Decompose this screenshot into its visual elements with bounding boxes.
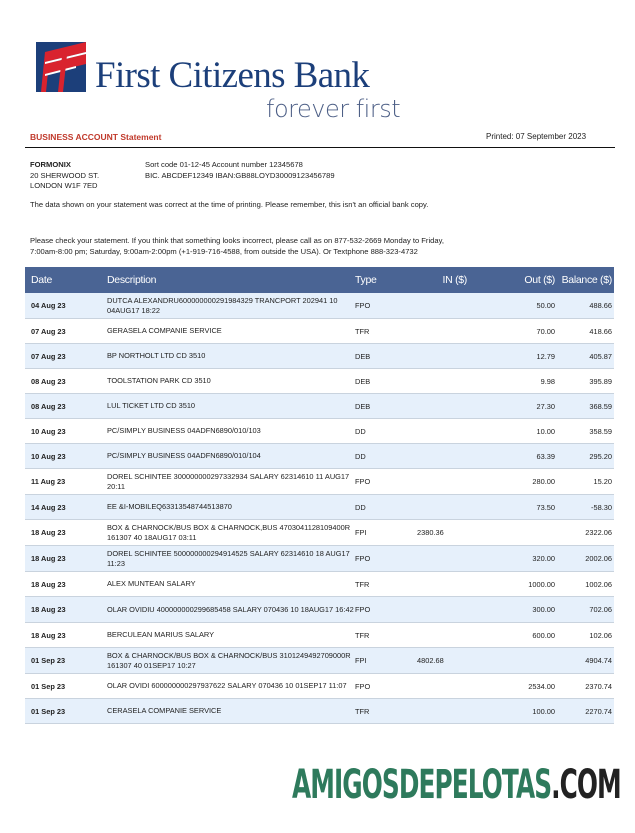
cell-description: EE &I-MOBILEQ63313548744513870 xyxy=(107,502,232,511)
table-row xyxy=(25,572,614,597)
cell-type: FPI xyxy=(355,528,367,537)
table-row xyxy=(25,394,614,419)
cell-type: DEB xyxy=(355,401,371,411)
header-balance: Balance ($) xyxy=(561,274,612,286)
cell-description: BOX & CHARNOCK/BUS BOX & CHARNOCK/BUS 3101249492709000R 161307 40 01SEP17 10:27 xyxy=(107,650,351,670)
customer-address-line2: LONDON W1F 7ED xyxy=(30,181,98,191)
cell-date: 18 Aug 23 xyxy=(31,528,66,537)
cell-description: OLAR OVIDI 600000000297937622 SALARY 070436 10 01SEP17 11:07 xyxy=(107,681,347,690)
cell-date: 18 Aug 23 xyxy=(31,605,66,614)
cell-description: OLAR OVIDIU 400000000299685458 SALARY 070436 10 18AUG17 16:42 xyxy=(107,604,354,614)
cell-balance: 2322.06 xyxy=(585,528,612,537)
cell-out: 70.00 xyxy=(536,326,555,336)
cell-description: ALEX MUNTEAN SALARY xyxy=(107,579,196,588)
table-row xyxy=(25,520,614,546)
table-row xyxy=(25,469,614,495)
contact-note: Please check your statement. If you think that something looks incorrect, please call as on 877-532-2669 Monday to Friday, 7:00am-8:00 pm; Saturday, 9:00am-2:00pm (+1-919-716-4588, from outside the USA). Or Textphone 888-323-4732 xyxy=(30,236,444,256)
bank-tagline: forever first xyxy=(266,95,401,123)
bank-flag-icon xyxy=(36,42,86,92)
cell-balance: 405.87 xyxy=(589,351,612,361)
cell-date: 18 Aug 23 xyxy=(31,554,66,563)
table-row xyxy=(25,623,614,648)
cell-date: 01 Sep 23 xyxy=(31,681,66,691)
cell-out: 12.79 xyxy=(536,351,555,361)
cell-description: BERCULEAN MARIUS SALARY xyxy=(107,630,215,639)
cell-out: 300.00 xyxy=(532,605,555,614)
account-bic-iban: BIC. ABCDEF12349 IBAN:GB88LOYD30009123456789 xyxy=(145,170,335,180)
watermark xyxy=(292,762,621,808)
account-block xyxy=(145,160,335,181)
cell-date: 01 Sep 23 xyxy=(31,656,66,665)
cell-date: 18 Aug 23 xyxy=(31,630,66,640)
bank-logo xyxy=(36,41,416,123)
cell-balance: 702.06 xyxy=(589,605,612,614)
cell-out: 9.98 xyxy=(540,376,555,386)
cell-type: FPO xyxy=(355,477,371,486)
cell-type: TFR xyxy=(355,630,370,640)
table-row xyxy=(25,699,614,724)
cell-out: 600.00 xyxy=(532,630,555,640)
cell-type: DEB xyxy=(355,376,371,386)
table-row xyxy=(25,546,614,572)
transactions-table xyxy=(25,267,614,724)
cell-description: DOREL SCHINTEE 500000000294914525 SALARY 62314610 18 AUG17 11:23 xyxy=(107,548,350,568)
header-out: Out ($) xyxy=(524,274,555,286)
table-row xyxy=(25,648,614,674)
cell-balance: 2370.74 xyxy=(585,681,612,691)
cell-balance: 15.20 xyxy=(593,477,612,486)
table-row xyxy=(25,444,614,469)
cell-date: 04 Aug 23 xyxy=(31,301,66,310)
cell-date: 14 Aug 23 xyxy=(31,502,66,512)
cell-balance: 488.66 xyxy=(589,301,612,310)
cell-description: LUL TICKET LTD CD 3510 xyxy=(107,401,196,410)
cell-description: DUTCA ALEXANDRU600000000291984329 TRANCPORT 202941 10 04AUG17 18:22 xyxy=(107,295,338,315)
cell-description: DOREL SCHINTEE 300000000297332934 SALARY 62314610 11 AUG17 20:11 xyxy=(107,471,350,491)
watermark-suffix: .COM xyxy=(551,762,621,808)
cell-balance: -58.30 xyxy=(591,502,612,512)
cell-type: TFR xyxy=(355,579,370,589)
cell-out: 10.00 xyxy=(536,426,555,436)
cell-date: 08 Aug 23 xyxy=(31,401,66,411)
cell-balance: 102.06 xyxy=(589,630,612,640)
cell-date: 10 Aug 23 xyxy=(31,426,66,436)
cell-balance: 1002.06 xyxy=(585,579,612,589)
header-description: Description xyxy=(107,274,157,286)
cell-type: DD xyxy=(355,426,366,436)
table-row xyxy=(25,419,614,444)
cell-balance: 395.89 xyxy=(589,376,612,386)
table-row xyxy=(25,344,614,369)
customer-name: FORMONIX xyxy=(30,160,71,169)
accuracy-note: The data shown on your statement was correct at the time of printing. Please remember, this isn't an official bank copy. xyxy=(30,200,429,209)
cell-description: GERASELA COMPANIE SERVICE xyxy=(107,326,222,335)
cell-type: DD xyxy=(355,502,366,512)
cell-description: CERASELA COMPANIE SERVICE xyxy=(107,706,222,715)
cell-date: 11 Aug 23 xyxy=(31,477,66,486)
customer-address-line1: 20 SHERWOOD ST. xyxy=(30,170,100,180)
cell-type: DEB xyxy=(355,351,371,361)
cell-out: 1000.00 xyxy=(528,579,555,589)
table-row xyxy=(25,495,614,520)
bank-name: First Citizens Bank xyxy=(95,55,370,96)
table-row xyxy=(25,674,614,699)
cell-description: PC/SIMPLY BUSINESS 04ADFN6890/010/104 xyxy=(107,451,261,460)
cell-type: TFR xyxy=(355,326,370,336)
cell-in: 2380.36 xyxy=(417,528,444,537)
cell-out: 100.00 xyxy=(532,706,555,716)
printed-date: Printed: 07 September 2023 xyxy=(486,132,587,141)
table-row xyxy=(25,597,614,623)
header-date: Date xyxy=(31,274,52,286)
cell-balance: 4904.74 xyxy=(585,656,612,665)
cell-description: PC/SIMPLY BUSINESS 04ADFN6890/010/103 xyxy=(107,426,261,435)
cell-out: 320.00 xyxy=(532,554,555,563)
cell-type: FPO xyxy=(355,301,371,310)
table-header xyxy=(25,267,614,293)
cell-type: FPO xyxy=(355,681,371,691)
header-type: Type xyxy=(355,274,377,286)
cell-out: 73.50 xyxy=(536,502,555,512)
cell-in: 4802.68 xyxy=(417,656,444,665)
cell-balance: 2270.74 xyxy=(585,706,612,716)
cell-balance: 358.59 xyxy=(589,426,612,436)
customer-block xyxy=(30,160,99,192)
cell-description: TOOLSTATION PARK CD 3510 xyxy=(107,376,211,385)
cell-balance: 368.59 xyxy=(589,401,612,411)
header-divider xyxy=(25,147,615,148)
cell-balance: 2002.06 xyxy=(585,554,612,563)
cell-description: BP NORTHOLT LTD CD 3510 xyxy=(107,351,206,360)
cell-date: 10 Aug 23 xyxy=(31,451,66,461)
header-in: IN ($) xyxy=(442,274,467,286)
cell-type: FPI xyxy=(355,656,367,665)
cell-date: 18 Aug 23 xyxy=(31,579,66,589)
cell-date: 07 Aug 23 xyxy=(31,351,66,361)
statement-title: BUSINESS ACCOUNT Statement xyxy=(30,132,162,142)
table-row xyxy=(25,319,614,344)
table-row xyxy=(25,369,614,394)
cell-type: DD xyxy=(355,451,366,461)
cell-date: 08 Aug 23 xyxy=(31,376,66,386)
cell-description: BOX & CHARNOCK/BUS BOX & CHARNOCK,BUS 4703041128109400R 161307 40 18AUG17 03:11 xyxy=(107,522,351,542)
cell-date: 01 Sep 23 xyxy=(31,706,66,716)
cell-out: 280.00 xyxy=(532,477,555,486)
cell-type: FPO xyxy=(355,605,371,614)
cell-out: 63.39 xyxy=(536,451,555,461)
cell-balance: 418.66 xyxy=(589,326,612,336)
table-body xyxy=(25,293,614,724)
cell-out: 2534.00 xyxy=(528,681,555,691)
cell-balance: 295.20 xyxy=(589,451,612,461)
table-row xyxy=(25,293,614,319)
cell-date: 07 Aug 23 xyxy=(31,326,66,336)
cell-out: 27.30 xyxy=(536,401,555,411)
cell-type: FPO xyxy=(355,554,371,563)
cell-type: TFR xyxy=(355,706,370,716)
watermark-main: AMIGOSDEPELOTAS xyxy=(292,762,552,808)
cell-out: 50.00 xyxy=(536,301,555,310)
account-sort-number: Sort code 01-12-45 Account number 12345678 xyxy=(145,160,303,169)
